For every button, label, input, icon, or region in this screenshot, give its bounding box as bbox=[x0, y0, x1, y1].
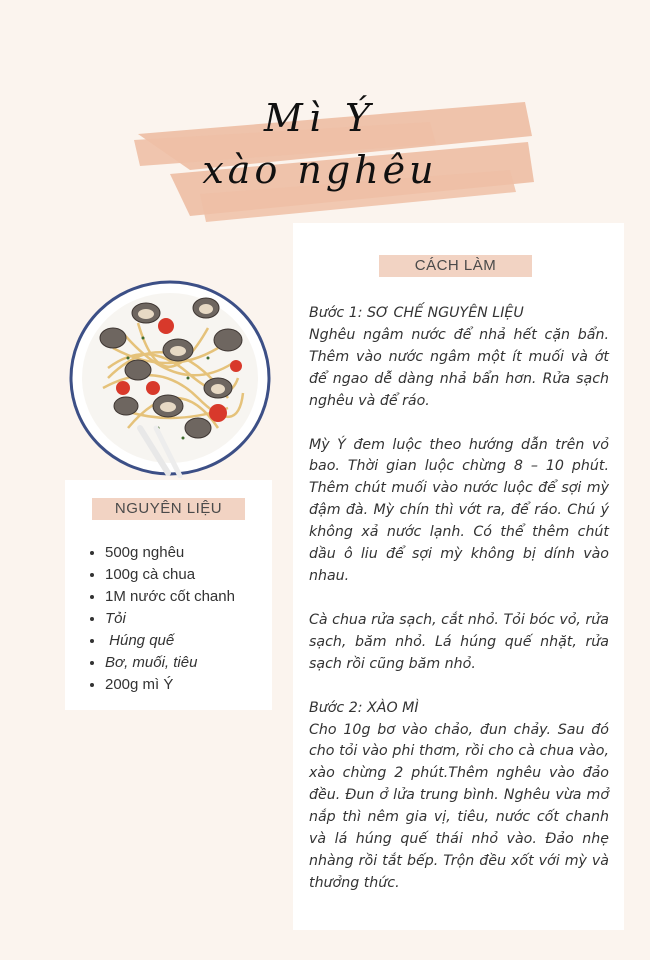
step-1 bbox=[309, 303, 609, 413]
step-1-title: Bước 1: SƠ CHẾ NGUYÊN LIỆU bbox=[309, 305, 524, 321]
method-text bbox=[309, 303, 609, 917]
step-2-paragraph-1: Cho 10g bơ vào chảo, đun chảy. Sau đó cho tỏi vào phi thơm, rồi cho cà chua vào, xào chừng 2 phút.Thêm nghêu vào đảo đều. Đun ở lửa trung bình. Nghêu vừa mở nắp thì nêm gia vị, tiêu, nước cốt chanh và lá húng quế thái nhỏ vào. Đảo nhẹ nhàng rồi tắt bếp. Trộn đều xốt với mỳ và thưởng thức. bbox=[309, 721, 609, 891]
step-2 bbox=[309, 698, 609, 895]
recipe-title bbox=[170, 92, 470, 196]
step-1-paragraph-3: Cà chua rửa sạch, cắt nhỏ. Tỏi bóc vỏ, rửa sạch, băm nhỏ. Lá húng quế nhặt, rửa sạch rồi cũng băm nhỏ. bbox=[309, 611, 609, 672]
step-1-paragraph-2: Mỳ Ý đem luộc theo hướng dẫn trên vỏ bao. Thời gian luộc chừng 8 – 10 phút. Thêm chút muối vào nước luộc để sợi mỳ đậm đà. Mỳ chín thì vớt ra, để ráo. Chú ý không xả nước lạnh. Có thể thêm chút dầu ô liu để sợi mỳ không bị dính vào nhau. bbox=[309, 436, 609, 584]
method-heading: CÁCH LÀM bbox=[379, 255, 532, 277]
step-1-paragraph-1: Nghêu ngâm nước để nhả hết cặn bẩn. Thêm vào nước ngâm một ít muối và ớt để ngao dễ dàng nhả bẩn hơn. Rửa sạch nghêu và để ráo. bbox=[309, 326, 609, 409]
list-item: • 500g nghêu bbox=[105, 542, 235, 564]
title-line-2: xào nghêu bbox=[202, 148, 438, 192]
list-item: • Bơ, muối, tiêu bbox=[105, 652, 235, 674]
step-2-title: Bước 2: XÀO MÌ bbox=[309, 699, 419, 716]
list-item: • 200g mì Ý bbox=[105, 674, 235, 696]
ingredients-card bbox=[65, 480, 272, 710]
pasta-dish-image bbox=[68, 278, 273, 478]
list-item: • Húng quế bbox=[105, 630, 235, 652]
list-item: • 100g cà chua bbox=[105, 564, 235, 586]
method-card bbox=[293, 223, 624, 930]
ingredients-list bbox=[85, 542, 235, 696]
list-item: • 1M nước cốt chanh bbox=[105, 586, 235, 608]
ingredients-heading: NGUYÊN LIỆU bbox=[92, 498, 245, 520]
title-line-1: Mì Ý bbox=[263, 96, 377, 140]
list-item: • Tỏi bbox=[105, 608, 235, 630]
